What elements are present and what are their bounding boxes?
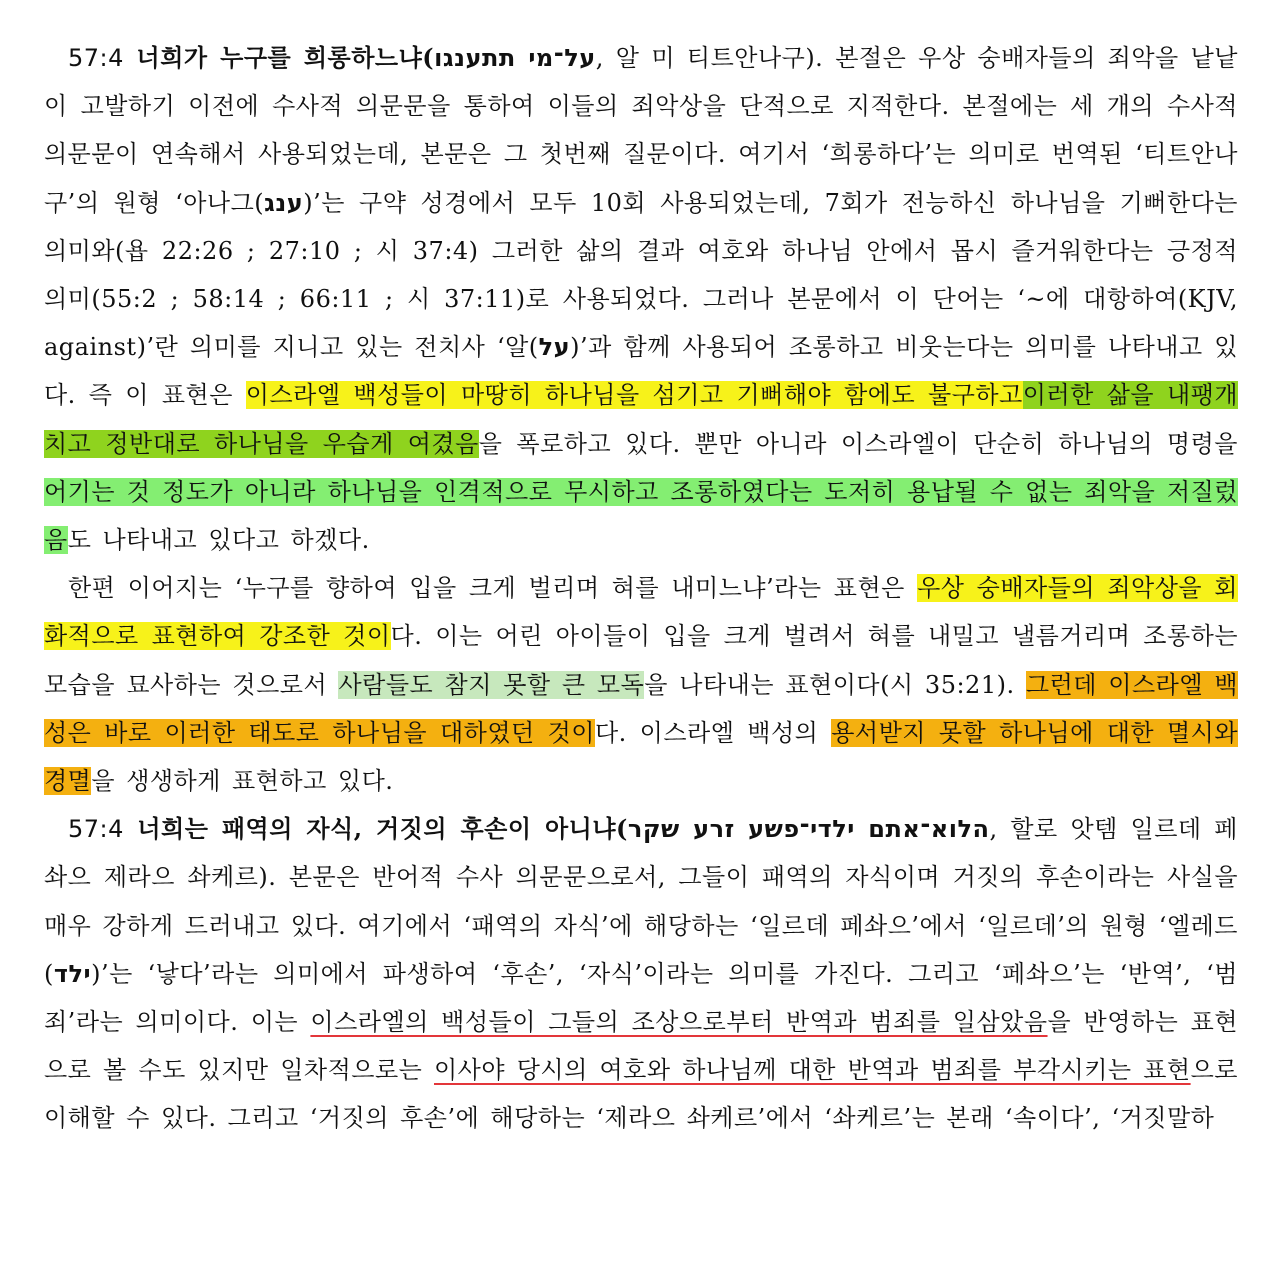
highlight-yellow: 우상 숭배자들의 죄악상을 회화적으로 표현하여 강조한 것이: [44, 574, 1238, 651]
body-text: 도 나타내고 있다고 하겠다.: [67, 526, 370, 555]
verse-heading: 너희는 패역의 자식, 거짓의 후손이 아니냐(: [123, 814, 628, 844]
body-text: )’는 ‘낳다’라는 의미에서 파생하여 ‘후손’, ‘자식’이라는 의미를 가진다. 그리고 ‘페솨으’는 ‘반역’, ‘범죄’라는 의미이다. 이는: [44, 959, 1238, 1037]
highlight-lime: 이러한 삶을 내팽개치고 정반대로 하나님을 우습게 여겼음: [44, 381, 1238, 458]
body-text: 다. 이스라엘 백성의: [594, 718, 832, 747]
verse-reference: 57:4: [68, 44, 124, 72]
paragraph-verse-57-4-second: [44, 805, 1238, 1142]
highlight-sage: 사람들도 참지 못할 큰 모독: [338, 670, 645, 699]
body-text: 다. 이는 어린 아이들이 입을 크게 벌려서 혀를 내밀고 낼름거리며 조롱하는 모습을 묘사하는 것으로서: [44, 622, 1239, 699]
body-text: , 할로 앗템 일르데 페솨으 제라으 솨케르). 본문은 반어적 수사 의문문으로서, 그들이 패역의 자식이며 거짓의 후손이라는 사실을 매우 강하게 드러내고 있다. 여기에서 ‘패역의 자식’에 해당하는 ‘일르데 페솨으’에서 ‘일르데’의 원형 ‘엘레드(: [44, 815, 1238, 988]
hebrew-text: הלוא־אתם ילדי־פשע זרע שקר: [627, 815, 990, 844]
red-underline: 이스라엘의 백성들이 그들의 조상으로부터 반역과 범죄를 일삼았음: [310, 1008, 1048, 1037]
body-text: 을 생생하게 표현하고 있다.: [91, 767, 394, 796]
body-text: 한편 이어지는 ‘누구를 향하여 입을 크게 벌리며 혀를 내미느냐’라는 표현은: [68, 574, 918, 603]
paragraph-mocking-expression: [44, 564, 1238, 805]
body-text: 을 폭로하고 있다. 뿐만 아니라 이스라엘이 단순히 하나님의 명령을: [478, 429, 1238, 458]
hebrew-text: על־מי תתענגו: [434, 44, 596, 72]
highlight-yellow: 이스라엘 백성들이 마땅히 하나님을 섬기고 기뻐해야 함에도 불구하고: [245, 381, 1023, 410]
body-text: 을 나타내는 표현이다(시 35:21).: [644, 670, 1026, 699]
body-text: 으로 이해할 수 있다. 그리고 ‘거짓의 후손’에 해당하는 ‘제라으 솨케르’에서 ‘솨케르’는 본래 ‘속이다’, ‘거짓말하: [44, 1056, 1238, 1133]
hebrew-text: ענג: [264, 188, 304, 217]
highlight-green: 어기는 것 정도가 아니라 하나님을 인격적으로 무시하고 조롱하였다는 도저히 용납될 수 없는 죄악을 저질렀음: [44, 477, 1238, 555]
body-text: )’는 구약 성경에서 모두 10회 사용되었는데, 7회가 전능하신 하나님을 기뻐한다는 의미와(욥 22:26 ; 27:10 ; 시 37:4) 그러한 삶의 결과 여호와 하나님 안에서 몹시 즐거워한다는 긍정적 의미(55:2 ; 58:14 ; 66:11 ; 시 37:11)로 사용되었다. 그러나 본문에서 이 단어는 ‘~에 대항하여(KJV, against)’란 의미를 지니고 있는 전치사 ‘알(: [44, 188, 1238, 362]
body-text: 을 반영하는 표현으로 볼 수도 있지만 일차적으로는: [44, 1008, 1238, 1085]
verse-heading: 너희가 누구를 희롱하느냐(: [123, 43, 435, 72]
body-text: , 알 미 티트안나구). 본절은 우상 숭배자들의 죄악을 낱낱이 고발하기 이전에 수사적 의문문을 통하여 이들의 죄악상을 단적으로 지적한다. 본절에는 세 개의 수사적 의문문이 연속해서 사용되었는데, 본문은 그 첫번째 질문이다. 여기서 ‘희롱하다’는 의미로 번역된 ‘티트안나구’의 원형 ‘아나그(: [44, 44, 1238, 217]
highlight-orange: 그런데 이스라엘 백성은 바로 이러한 태도로 하나님을 대하였던 것이: [44, 670, 1239, 747]
red-underline: 이사야 당시의 여호와 하나님께 대한 반역과 범죄를 부각시키는 표현: [434, 1056, 1191, 1085]
paragraph-verse-57-4-first: [44, 34, 1238, 564]
body-text: )’과 함께 사용되어 조롱하고 비웃는다는 의미를 나타내고 있다. 즉 이 표현은: [44, 333, 1238, 410]
hebrew-text: ילד: [53, 959, 92, 988]
highlight-orange: 용서받지 못할 하나님에 대한 멸시와 경멸: [44, 718, 1238, 796]
verse-reference: 57:4: [68, 815, 124, 844]
hebrew-text: על: [538, 333, 571, 362]
